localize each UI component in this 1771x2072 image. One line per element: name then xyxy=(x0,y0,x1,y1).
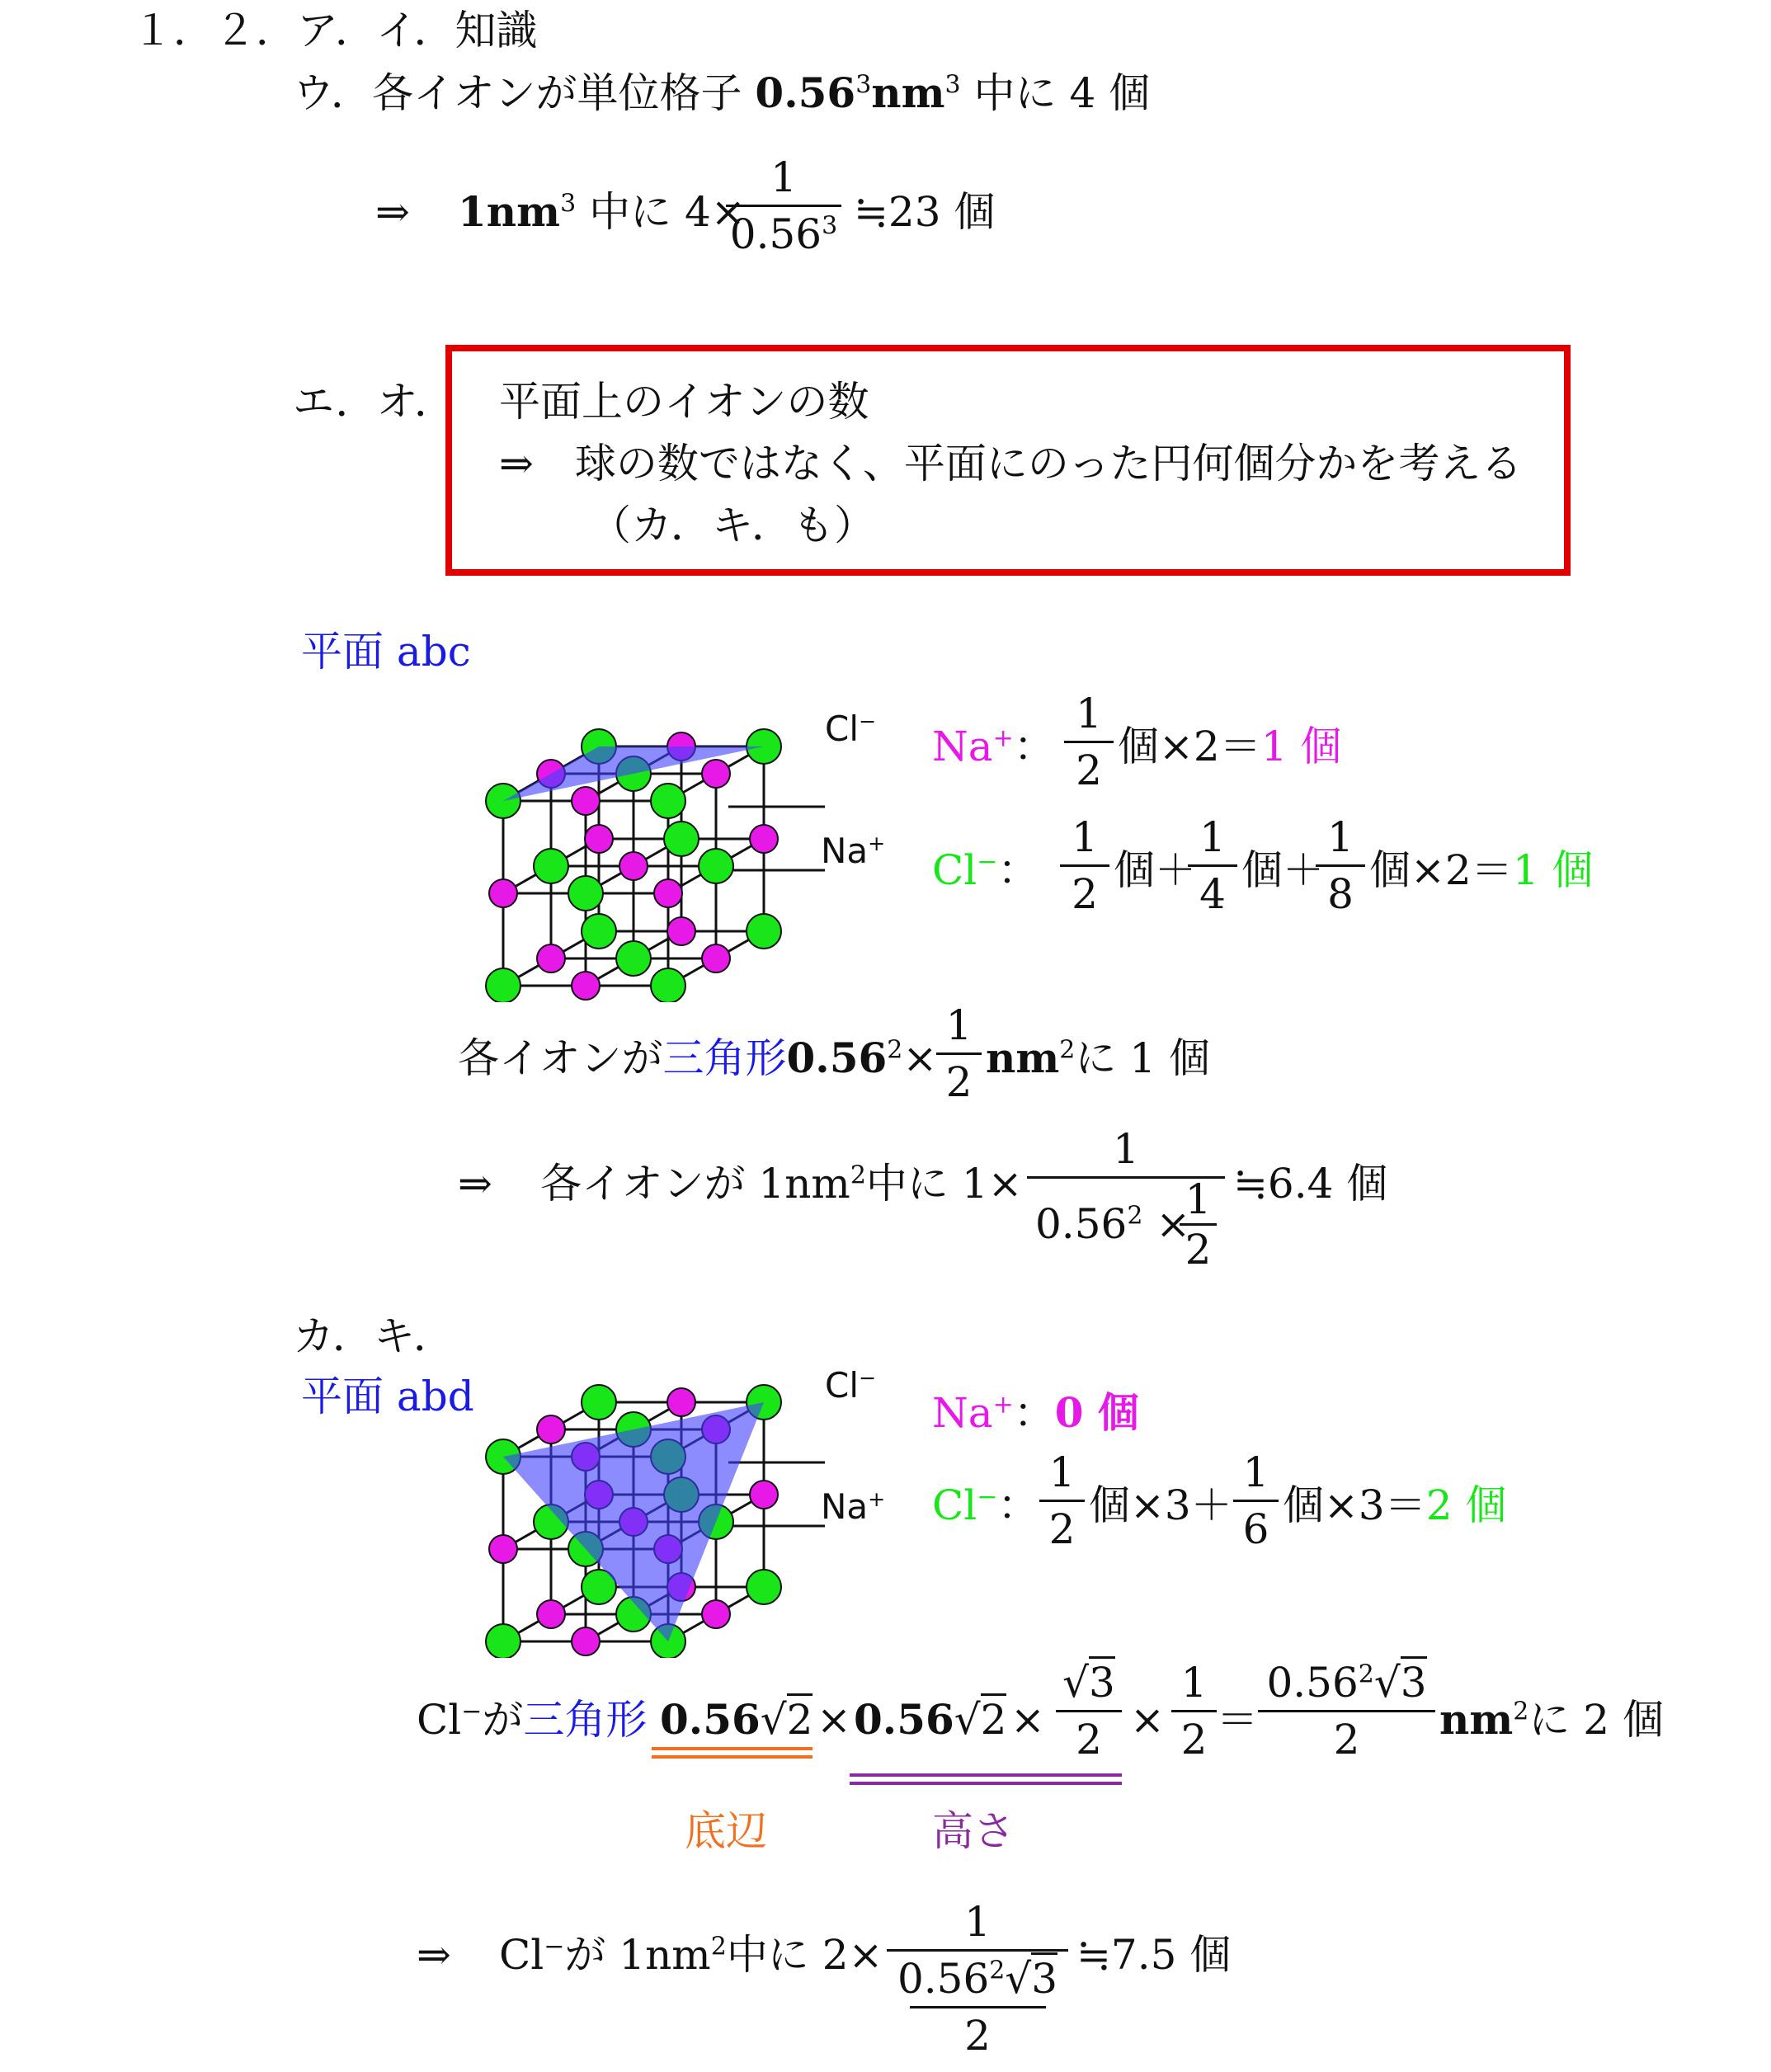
cl-abd-t1: 個×3＋ xyxy=(1089,1481,1232,1529)
na-count-label: Na+： xyxy=(932,723,1055,770)
nacl-crystal-abd xyxy=(478,1295,907,1658)
cl-count-expr: 個×2＝1 個 xyxy=(1369,846,1594,894)
height-label: 高さ xyxy=(932,1807,1015,1855)
cl-count-label: Cl−： xyxy=(932,846,1039,894)
cl-frac1: 1 2 xyxy=(1060,817,1109,915)
na-ion xyxy=(750,1481,778,1509)
tri-abc-frac: 1 2 xyxy=(936,1005,982,1103)
res-abd-frac: 1 0.56$^2$√3 2 xyxy=(887,1901,1068,2056)
na-ion xyxy=(667,917,695,945)
result-frac: 0.56$^2$√3 2 xyxy=(1258,1662,1435,1760)
section-heading: １．２．ア．イ．知識 xyxy=(132,7,538,54)
cl-ion xyxy=(699,849,733,883)
res-abd-result: ≒7.5 個 xyxy=(1076,1931,1232,1979)
cl-ion xyxy=(486,1624,520,1658)
cl-ion xyxy=(664,822,699,856)
cl-ion xyxy=(651,784,685,818)
cl-ion xyxy=(582,1385,616,1420)
na-ion xyxy=(572,972,600,1000)
cl-label-abc: Cl− xyxy=(825,709,877,749)
base-underline-2 xyxy=(652,1755,812,1759)
cl-ion xyxy=(616,941,651,976)
na-label-abc: Na+ xyxy=(821,831,886,871)
height-underline-2 xyxy=(850,1782,1122,1785)
label-u: ウ． xyxy=(293,69,372,117)
tri-abd-pre: Cl−が三角形 xyxy=(417,1696,648,1744)
cl-abd-frac2: 1 6 xyxy=(1233,1452,1279,1550)
box-line2: ⇒ 球の数ではなく、平面にのった円何個分かを考える xyxy=(499,440,1523,487)
base-value: 0.56√2 xyxy=(660,1695,813,1744)
box-line1: 平面上のイオンの数 xyxy=(499,378,869,426)
na-label-abd: Na+ xyxy=(821,1486,886,1527)
cl-ion xyxy=(534,849,568,883)
cl-abd-expr: 個×3＝2 個 xyxy=(1283,1481,1507,1529)
cl-frac3: 1 8 xyxy=(1316,817,1365,915)
na-ion xyxy=(702,760,730,788)
na-ion xyxy=(654,879,682,907)
eq1-arrow: ⇒ xyxy=(375,188,410,236)
na-ion xyxy=(572,1627,600,1655)
na-ion xyxy=(537,944,565,972)
cl-t2: 個＋ xyxy=(1241,846,1324,894)
na-ion xyxy=(667,1388,695,1416)
box-line3: （カ．キ．も） xyxy=(590,502,875,549)
tri-abc-text: 各イオンが三角形$0.56^2\times$ xyxy=(458,1034,938,1082)
equals: ＝ xyxy=(1217,1696,1258,1744)
cl-ion xyxy=(651,968,685,1002)
height-value: 0.56√2 xyxy=(854,1695,1007,1744)
na-ion xyxy=(750,825,778,853)
na-frac: 1 2 xyxy=(1064,693,1114,791)
base-label: 底辺 xyxy=(685,1807,767,1855)
cl-ion xyxy=(747,914,781,949)
res-abc-frac: 1 0.56$^2$ × 1 2 xyxy=(1027,1128,1225,1260)
base-underline-1 xyxy=(652,1747,812,1750)
cl-label-abd: Cl− xyxy=(825,1365,877,1406)
question-u: ウ．各イオンが単位格子 $0.56^3nm^3$ 中に 4 個 xyxy=(293,68,1151,117)
na-ion xyxy=(489,879,517,907)
tri-abc-unit: $nm^2$に 1 個 xyxy=(986,1034,1210,1082)
cl-ion xyxy=(486,968,520,1002)
na-count-expr: 個×2＝1 個 xyxy=(1118,723,1342,770)
sqrt3-frac: √3 2 xyxy=(1056,1662,1122,1760)
res-abc-pre: 各イオンが $1nm^2$中に 1× xyxy=(540,1160,1023,1208)
half-frac: 1 2 xyxy=(1171,1662,1217,1760)
res-abc-result: ≒6.4 個 xyxy=(1233,1160,1388,1208)
cl-ion xyxy=(568,876,603,911)
cl-count-abd-label: Cl−： xyxy=(932,1481,1039,1529)
na-count-abd: Na+：0 個 xyxy=(932,1388,1139,1437)
na-ion xyxy=(702,1600,730,1628)
res-abd-pre: Cl−が $1nm^2$中に 2× xyxy=(499,1931,883,1979)
res-abd-arrow: ⇒ xyxy=(417,1931,451,1979)
na-ion xyxy=(585,825,613,853)
cl-t1: 個＋ xyxy=(1114,846,1196,894)
label-eo: エ．オ． xyxy=(293,378,455,426)
cl-abd-frac1: 1 2 xyxy=(1039,1452,1085,1550)
times-2: × xyxy=(1010,1696,1045,1744)
height-underline-1 xyxy=(850,1773,1122,1777)
na-ion xyxy=(702,944,730,972)
plane-abc-title: 平面 abc xyxy=(301,628,471,676)
eq1-pre: $1nm^3$ 中に 4× xyxy=(458,187,746,236)
cl-ion xyxy=(747,1570,781,1604)
na-ion xyxy=(537,1600,565,1628)
times-3: × xyxy=(1130,1696,1165,1744)
res-abc-arrow: ⇒ xyxy=(458,1160,492,1208)
nacl-crystal-abc xyxy=(478,639,907,1002)
label-kaki: カ．キ． xyxy=(293,1312,455,1360)
na-ion xyxy=(572,787,600,815)
plane-abd-title: 平面 abd xyxy=(301,1373,474,1420)
na-ion xyxy=(619,852,648,880)
eq1-fraction: 1 0.56$^3$ xyxy=(726,157,841,255)
cl-ion xyxy=(582,914,616,949)
cl-frac2: 1 4 xyxy=(1188,817,1237,915)
times-1: × xyxy=(817,1696,851,1744)
tri-abd-unit: $nm^2$に 2 個 xyxy=(1439,1695,1664,1744)
na-ion xyxy=(537,1415,565,1443)
na-ion xyxy=(489,1535,517,1563)
eq1-result: ≒23 個 xyxy=(854,188,996,236)
